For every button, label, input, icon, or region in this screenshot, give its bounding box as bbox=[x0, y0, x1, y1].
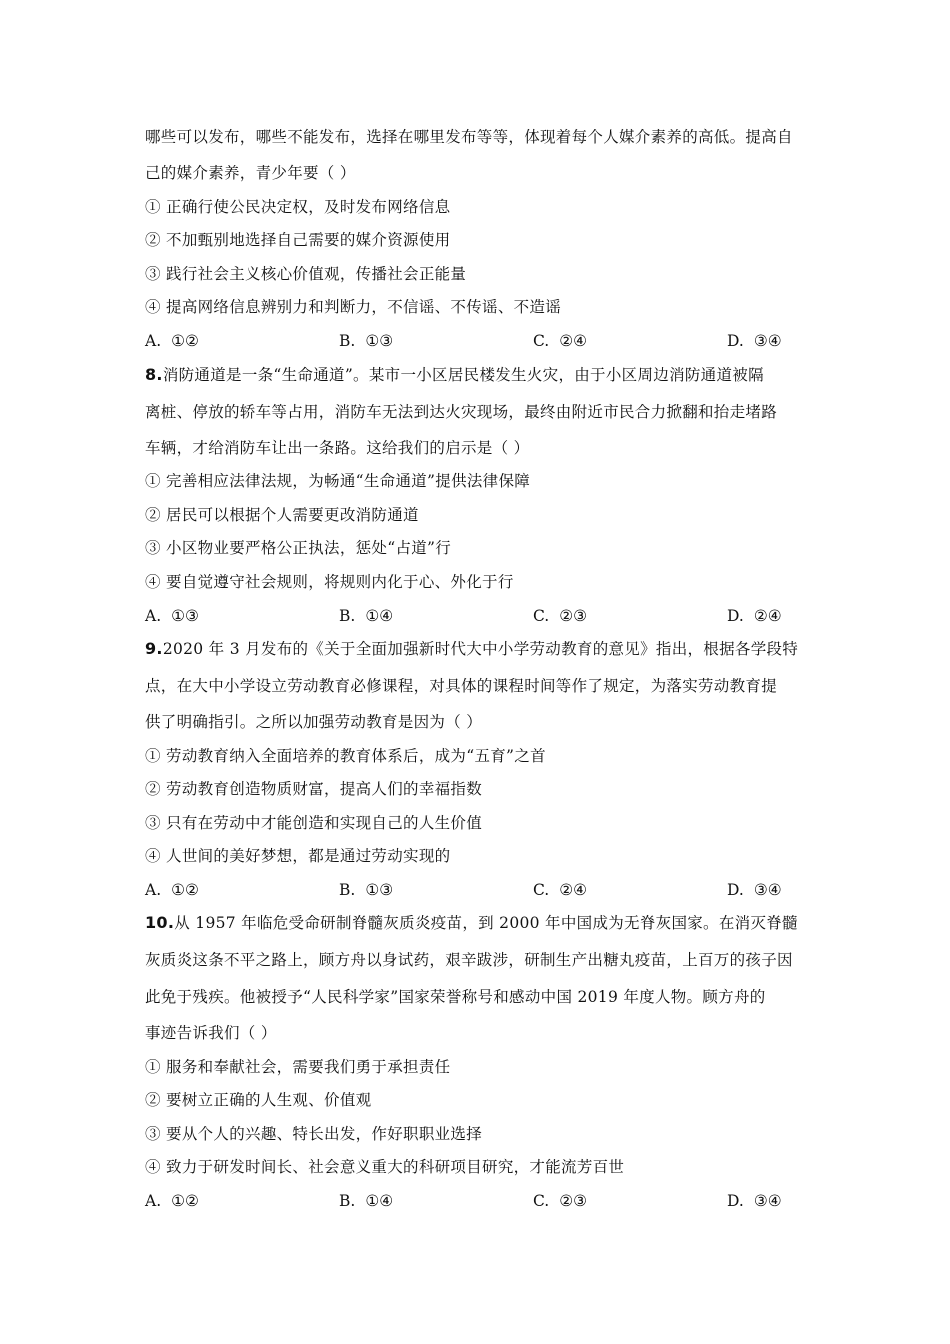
option-value: ②③ bbox=[559, 1192, 588, 1210]
q9-stem-line-2: 点，在大中小学设立劳动教育必修课程，对具体的课程时间等作了规定，为落实劳动教育提 bbox=[145, 677, 778, 695]
option-letter: C. bbox=[533, 607, 550, 625]
q9-option-c[interactable] bbox=[533, 880, 587, 900]
q7-item-1: ① 正确行使公民决定权，及时发布网络信息 bbox=[145, 198, 451, 216]
q7-stem-line-2: 己的媒介素养，青少年要（ ） bbox=[145, 164, 356, 182]
q9-item-1: ① 劳动教育纳入全面培养的教育体系后，成为“五育”之首 bbox=[145, 747, 546, 765]
q8-item-2: ② 居民可以根据个人需要更改消防通道 bbox=[145, 506, 419, 524]
option-letter: D. bbox=[727, 607, 744, 625]
option-value: ①④ bbox=[365, 607, 394, 625]
option-value: ③④ bbox=[753, 1192, 782, 1210]
q10-stem-line-2: 灰质炎这条不平之路上，顾方舟以身试药，艰辛跋涉，研制生产出糖丸疫苗，上百万的孩子因 bbox=[145, 951, 793, 969]
option-value: ②③ bbox=[559, 607, 588, 625]
option-letter: D. bbox=[727, 881, 744, 899]
q9-item-4: ④ 人世间的美好梦想，都是通过劳动实现的 bbox=[145, 847, 451, 865]
option-value: ①③ bbox=[365, 332, 394, 350]
question-number: 8. bbox=[145, 365, 163, 384]
option-value: ①③ bbox=[171, 607, 199, 625]
option-letter: A. bbox=[145, 881, 162, 899]
option-letter: C. bbox=[533, 1192, 550, 1210]
q8-option-c[interactable] bbox=[533, 606, 587, 626]
option-letter: B. bbox=[339, 881, 356, 899]
q10-option-d[interactable] bbox=[727, 1191, 782, 1211]
q10-stem-line-3: 此免于残疾。他被授予“人民科学家”国家荣誉称号和感动中国 2019 年度人物。顾方舟的 bbox=[145, 988, 766, 1006]
q8-item-3: ③ 小区物业要严格公正执法，惩处“占道”行 bbox=[145, 539, 452, 557]
option-letter: B. bbox=[339, 607, 356, 625]
q7-item-2: ② 不加甄别地选择自己需要的媒介资源使用 bbox=[145, 231, 451, 249]
q7-option-c[interactable] bbox=[533, 331, 587, 351]
option-letter: C. bbox=[533, 332, 550, 350]
q8-item-4: ④ 要自觉遵守社会规则，将规则内化于心、外化于行 bbox=[145, 573, 514, 591]
q7-item-3: ③ 践行社会主义核心价值观，传播社会正能量 bbox=[145, 265, 467, 283]
q8-stem-text-1: 消防通道是一条“生命通道”。某市一小区居民楼发生火灾，由于小区周边消防通道被隔 bbox=[162, 366, 764, 384]
option-letter: B. bbox=[339, 332, 356, 350]
q7-option-d[interactable] bbox=[727, 331, 782, 351]
q10-item-3: ③ 要从个人的兴趣、特长出发，作好职职业选择 bbox=[145, 1125, 483, 1143]
option-value: ①② bbox=[171, 332, 199, 350]
option-letter: A. bbox=[145, 607, 162, 625]
q8-option-b[interactable] bbox=[339, 606, 393, 626]
q9-option-b[interactable] bbox=[339, 880, 393, 900]
q9-stem-line-1 bbox=[145, 639, 810, 659]
question-number: 10. bbox=[145, 913, 175, 932]
option-letter: C. bbox=[533, 881, 550, 899]
option-letter: B. bbox=[339, 1192, 356, 1210]
question-number: 9. bbox=[145, 639, 163, 658]
q9-stem-text-1: 2020 年 3 月发布的《关于全面加强新时代大中小学劳动教育的意见》指出，根据各学段特 bbox=[162, 640, 799, 658]
q10-option-a[interactable] bbox=[145, 1191, 199, 1211]
q10-item-1: ① 服务和奉献社会，需要我们勇于承担责任 bbox=[145, 1058, 451, 1076]
option-value: ①② bbox=[171, 1192, 199, 1210]
q9-item-2: ② 劳动教育创造物质财富，提高人们的幸福指数 bbox=[145, 780, 483, 798]
q10-item-2: ② 要树立正确的人生观、价值观 bbox=[145, 1091, 372, 1109]
option-value: ③④ bbox=[753, 881, 782, 899]
q8-option-a[interactable] bbox=[145, 606, 199, 626]
option-value: ②④ bbox=[753, 607, 782, 625]
option-letter: A. bbox=[145, 1192, 162, 1210]
option-letter: D. bbox=[727, 332, 744, 350]
q10-stem-line-4: 事迹告诉我们（ ） bbox=[145, 1024, 277, 1042]
q9-item-3: ③ 只有在劳动中才能创造和实现自己的人生价值 bbox=[145, 814, 483, 832]
option-value: ①④ bbox=[365, 1192, 394, 1210]
q8-stem-line-3: 车辆，才给消防车让出一条路。这给我们的启示是（ ） bbox=[145, 439, 530, 457]
q8-item-1: ① 完善相应法律法规，为畅通“生命通道”提供法律保障 bbox=[145, 472, 531, 490]
q9-option-a[interactable] bbox=[145, 880, 199, 900]
q8-stem-line-1 bbox=[145, 365, 810, 385]
q7-option-a[interactable] bbox=[145, 331, 199, 351]
option-value: ①③ bbox=[365, 881, 394, 899]
q7-stem-line-1: 哪些可以发布，哪些不能发布，选择在哪里发布等等，体现着每个人媒介素养的高低。提高自 bbox=[145, 128, 793, 146]
option-letter: A. bbox=[145, 332, 162, 350]
q10-item-4: ④ 致力于研发时间长、社会意义重大的科研项目研究，才能流芳百世 bbox=[145, 1158, 625, 1176]
q9-stem-line-3: 供了明确指引。之所以加强劳动教育是因为（ ） bbox=[145, 713, 483, 731]
q10-stem-text-1: 从 1957 年临危受命研制脊髓灰质炎疫苗，到 2000 年中国成为无脊灰国家。在消灭脊髓 bbox=[174, 914, 798, 932]
option-value: ②④ bbox=[559, 881, 588, 899]
q10-option-b[interactable] bbox=[339, 1191, 393, 1211]
q10-option-c[interactable] bbox=[533, 1191, 587, 1211]
option-value: ②④ bbox=[559, 332, 588, 350]
q9-option-d[interactable] bbox=[727, 880, 782, 900]
q8-option-d[interactable] bbox=[727, 606, 782, 626]
option-value: ①② bbox=[171, 881, 199, 899]
option-value: ③④ bbox=[753, 332, 782, 350]
q7-item-4: ④ 提高网络信息辨别力和判断力，不信谣、不传谣、不造谣 bbox=[145, 298, 562, 316]
q8-stem-line-2: 离桩、停放的轿车等占用，消防车无法到达火灾现场，最终由附近市民合力掀翻和抬走堵路 bbox=[145, 403, 778, 421]
q7-option-b[interactable] bbox=[339, 331, 393, 351]
q10-stem-line-1 bbox=[145, 913, 810, 933]
option-letter: D. bbox=[727, 1192, 744, 1210]
